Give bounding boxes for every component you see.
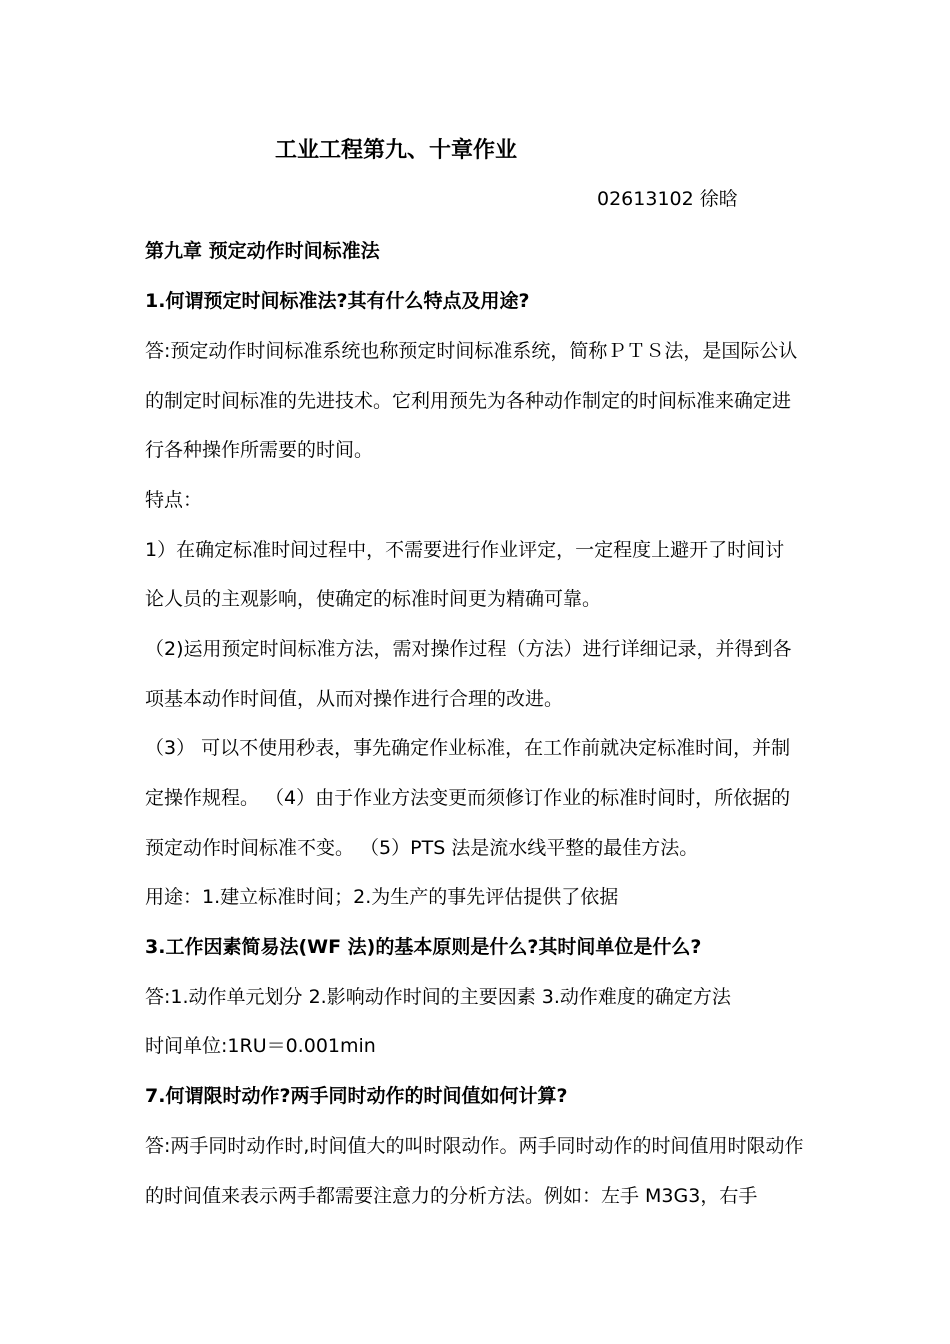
body-text-line: 行各种操作所需要的时间。	[145, 439, 374, 461]
chapter-heading: 第九章 预定动作时间标准法	[145, 240, 380, 262]
body-text-line: 论人员的主观影响，使确定的标准时间更为精确可靠。	[145, 588, 602, 610]
body-text-line: 答:预定动作时间标准系统也称预定时间标准系统，简称ＰＴＳ法，是国际公认	[145, 340, 798, 362]
document-title: 工业工程第九、十章作业	[275, 138, 518, 163]
question-heading: 3.工作因素简易法(WF 法)的基本原则是什么?其时间单位是什么?	[145, 936, 702, 958]
body-text-line: 时间单位:1RU＝0.001min	[145, 1035, 376, 1057]
body-text-line: 的制定时间标准的先进技术。它利用预先为各种动作制定的时间标准来确定进	[145, 390, 792, 412]
body-text-line: 1）在确定标准时间过程中，不需要进行作业评定，一定程度上避开了时间讨	[145, 539, 785, 561]
body-text-line: 项基本动作时间值，从而对操作进行合理的改进。	[145, 688, 564, 710]
body-text-line: 用途：1.建立标准时间；2.为生产的事先评估提供了依据	[145, 886, 619, 908]
question-heading: 7.何谓限时动作?两手同时动作的时间值如何计算?	[145, 1085, 568, 1107]
body-text-line: 答:两手同时动作时,时间值大的叫时限动作。两手同时动作的时间值用时限动作	[145, 1135, 804, 1157]
body-text-line: 特点：	[145, 489, 203, 511]
body-text-line: （3） 可以不使用秒表，事先确定作业标准，在工作前就决定标准时间，并制	[145, 737, 791, 759]
question-heading: 1.何谓预定时间标准法?其有什么特点及用途?	[145, 290, 530, 312]
body-text-line: 答:1.动作单元划分 2.影响动作时间的主要因素 3.动作难度的确定方法	[145, 986, 731, 1008]
body-text-line: 定操作规程。 （4）由于作业方法变更而须修订作业的标准时间时，所依据的	[145, 787, 791, 809]
body-text-line: 预定动作时间标准不变。 （5）PTS 法是流水线平整的最佳方法。	[145, 837, 699, 859]
body-text-line: 的时间值来表示两手都需要注意力的分析方法。例如：左手 M3G3，右手	[145, 1185, 758, 1207]
body-text-line: （2)运用预定时间标准方法，需对操作过程（方法）进行详细记录，并得到各	[145, 638, 792, 660]
author-line: 02613102 徐晗	[597, 188, 738, 210]
